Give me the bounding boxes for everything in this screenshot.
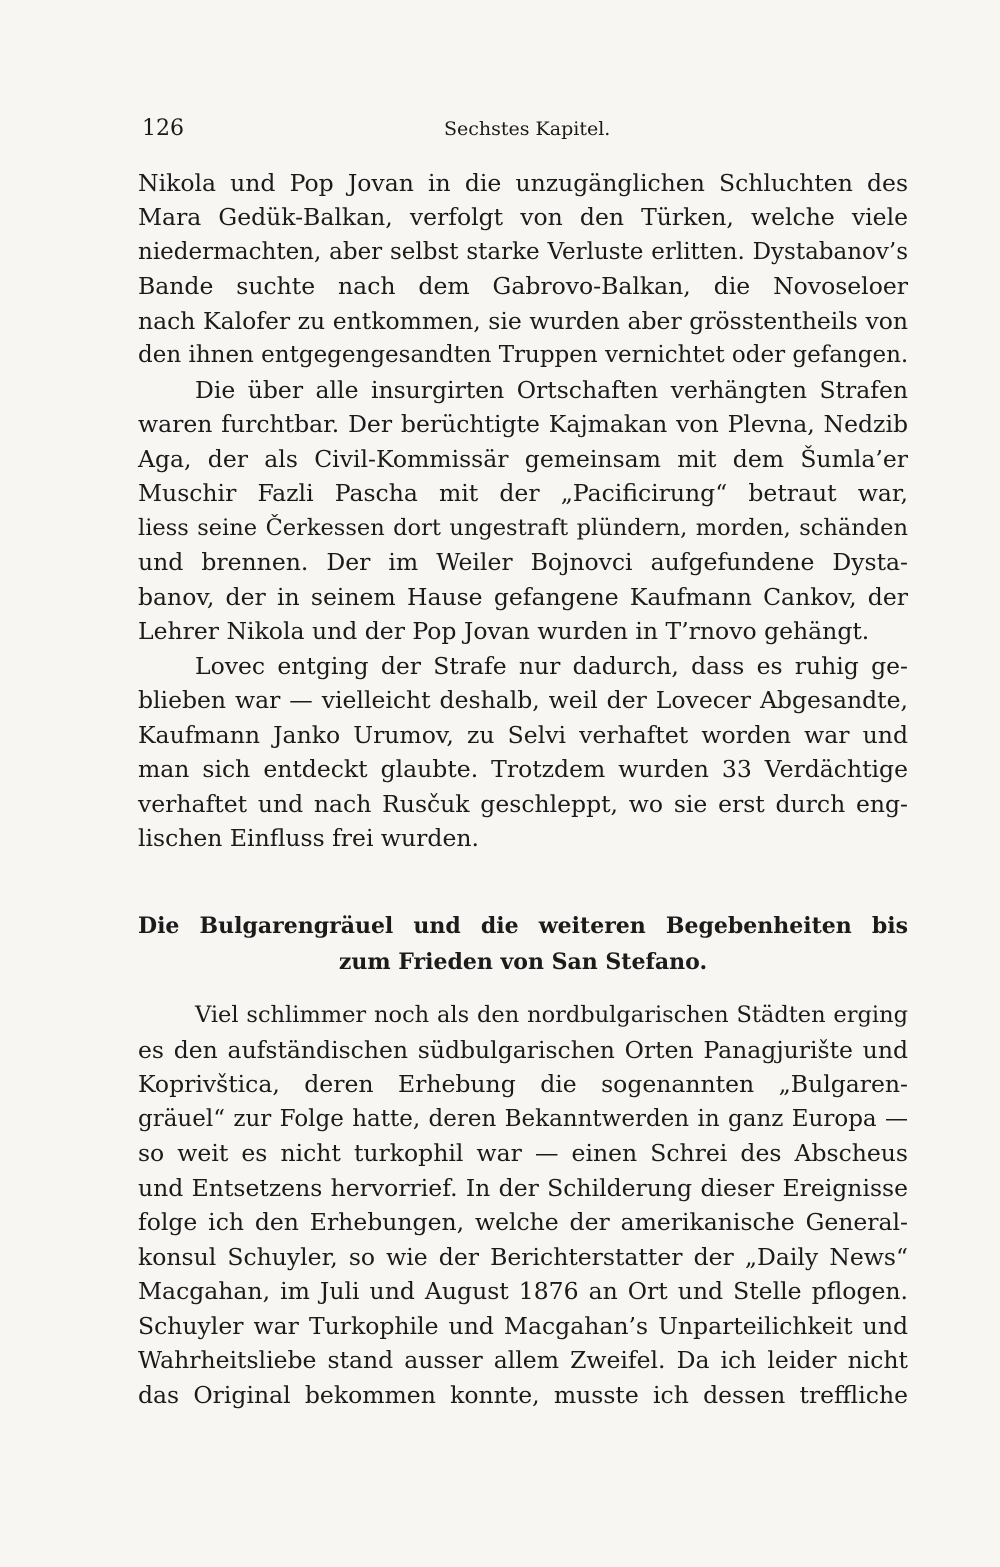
heading-line: zum Frieden von San Stefano. bbox=[338, 949, 708, 975]
text-line: und brennen. Der im Weiler Bojnovci aufgefundene Dysta- bbox=[138, 548, 908, 576]
text-line: konsul Schuyler, so wie der Berichterstatter der „Daily News“ bbox=[138, 1243, 908, 1271]
text-line: das Original bekommen konnte, musste ich dessen treffliche bbox=[138, 1381, 908, 1409]
text-line: Lehrer Nikola und der Pop Jovan wurden in T’rnovo gehängt. bbox=[138, 617, 870, 645]
heading-line: Die Bulgarengräuel und die weiteren Begebenheiten bis bbox=[138, 913, 908, 939]
text-line: verhaftet und nach Rusčuk geschleppt, wo sie erst durch eng- bbox=[138, 790, 908, 818]
text-line: Kaufmann Janko Urumov, zu Selvi verhaftet worden war und bbox=[138, 721, 908, 749]
text-line: so weit es nicht turkophil war — einen Schrei des Abscheus bbox=[138, 1139, 908, 1167]
text-line: Nikola und Pop Jovan in die unzugänglichen Schluchten des bbox=[138, 169, 908, 197]
text-line: banov, der in seinem Hause gefangene Kaufmann Cankov, der bbox=[138, 583, 908, 611]
text-line: Bande suchte nach dem Gabrovo-Balkan, die Novoseloer bbox=[138, 272, 908, 300]
text-line: Macgahan, im Juli und August 1876 an Ort und Stelle pflogen. bbox=[138, 1277, 908, 1305]
text-line: blieben war — vielleicht deshalb, weil der Lovecer Abgesandte, bbox=[138, 686, 908, 714]
text-line: den ihnen entgegengesandten Truppen vernichtet oder gefangen. bbox=[138, 342, 909, 368]
text-line: folge ich den Erhebungen, welche der amerikanische General- bbox=[138, 1208, 908, 1236]
text-line: Mara Gedük-Balkan, verfolgt von den Türken, welche viele bbox=[138, 203, 908, 231]
page-header bbox=[138, 112, 908, 148]
text-line: Koprivštica, deren Erhebung die sogenannten „Bulgaren- bbox=[138, 1070, 908, 1098]
text-line: Wahrheitsliebe stand ausser allem Zweifel. Da ich leider nicht bbox=[138, 1346, 908, 1374]
text-line: man sich entdeckt glaubte. Trotzdem wurden 33 Verdächtige bbox=[138, 755, 908, 783]
text-line: und Entsetzens hervorrief. In der Schilderung dieser Ereignisse bbox=[138, 1174, 908, 1202]
text-line: Aga, der als Civil-Kommissär gemeinsam mit dem Šumla’er bbox=[138, 445, 908, 473]
text-line: liess seine Čerkessen dort ungestraft plündern, morden, schänden bbox=[138, 515, 908, 541]
text-line: gräuel“ zur Folge hatte, deren Bekanntwerden in ganz Europa — bbox=[138, 1106, 908, 1132]
running-title: Sechstes Kapitel. bbox=[444, 118, 611, 140]
text-line: Lovec entging der Strafe nur dadurch, dass es ruhig ge- bbox=[195, 652, 908, 680]
page-number: 126 bbox=[142, 116, 184, 141]
text-line: niedermachten, aber selbst starke Verluste erlitten. Dystabanov’s bbox=[138, 239, 908, 265]
text-line: Schuyler war Turkophile und Macgahan’s Unparteilichkeit und bbox=[138, 1312, 908, 1340]
text-line: waren furchtbar. Der berüchtigte Kajmakan von Plevna, Nedzib bbox=[138, 410, 908, 438]
text-line: Viel schlimmer noch als den nordbulgarischen Städten erging bbox=[195, 1002, 908, 1028]
text-line: Muschir Fazli Pascha mit der „Pacificirung“ betraut war, bbox=[138, 479, 908, 507]
text-line: es den aufständischen südbulgarischen Orten Panagjurište und bbox=[138, 1036, 908, 1064]
text-line: nach Kalofer zu entkommen, sie wurden aber grösstentheils von bbox=[138, 307, 908, 335]
text-line: Die über alle insurgirten Ortschaften verhängten Strafen bbox=[195, 376, 908, 404]
text-line: lischen Einfluss frei wurden. bbox=[138, 824, 479, 852]
